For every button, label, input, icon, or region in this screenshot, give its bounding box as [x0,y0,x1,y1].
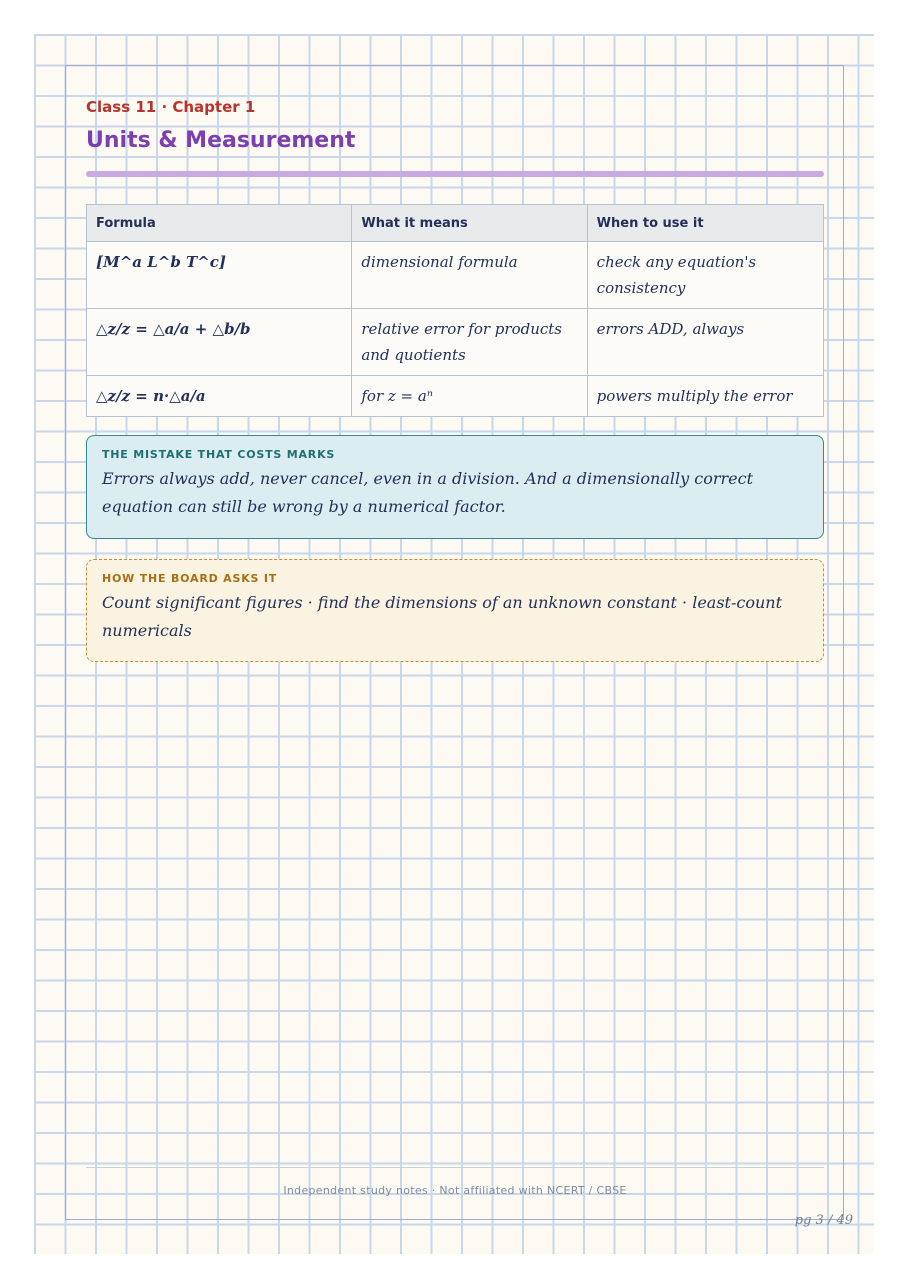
mistake-callout-text: Errors always add, never cancel, even in a division. And a dimensionally correct equation can still be wrong by a numerical factor. [102,469,753,516]
footer-disclaimer: Independent study notes · Not affiliated with NCERT / CBSE [283,1184,627,1197]
formula-cell: △z/z = n·△a/a [87,376,352,417]
table-row [87,309,824,376]
mistake-callout-label: THE MISTAKE THAT COSTS MARKS [102,448,336,461]
usage-cell: errors ADD, always [587,309,823,376]
page-number: pg 3 / 49 [794,1213,853,1228]
usage-cell: powers multiply the error [587,376,823,417]
meaning-cell: dimensional formula [352,242,587,309]
meaning-cell: for z = aⁿ [352,376,587,417]
board-callout-label: HOW THE BOARD ASKS IT [102,572,278,585]
mistake-callout [86,435,824,539]
usage-cell: check any equation's consistency [587,242,823,309]
meaning-cell: relative error for products and quotients [352,309,587,376]
formula-cell: [M^a L^b T^c] [87,242,352,309]
formula-table [86,204,824,417]
column-header-meaning: What it means [352,205,587,242]
formula-cell: △z/z = △a/a + △b/b [87,309,352,376]
table-row [87,376,824,417]
board-callout-text: Count significant figures · find the dimensions of an unknown constant · least-count numericals [102,593,783,640]
page-title: Units & Measurement [86,128,356,153]
table-row [87,242,824,309]
column-header-usage: When to use it [587,205,823,242]
board-callout [86,559,824,662]
title-underline [86,171,824,177]
table-header-row [87,205,824,242]
column-header-formula: Formula [87,205,352,242]
footer-divider [86,1167,824,1168]
chapter-eyebrow: Class 11 · Chapter 1 [86,98,256,116]
